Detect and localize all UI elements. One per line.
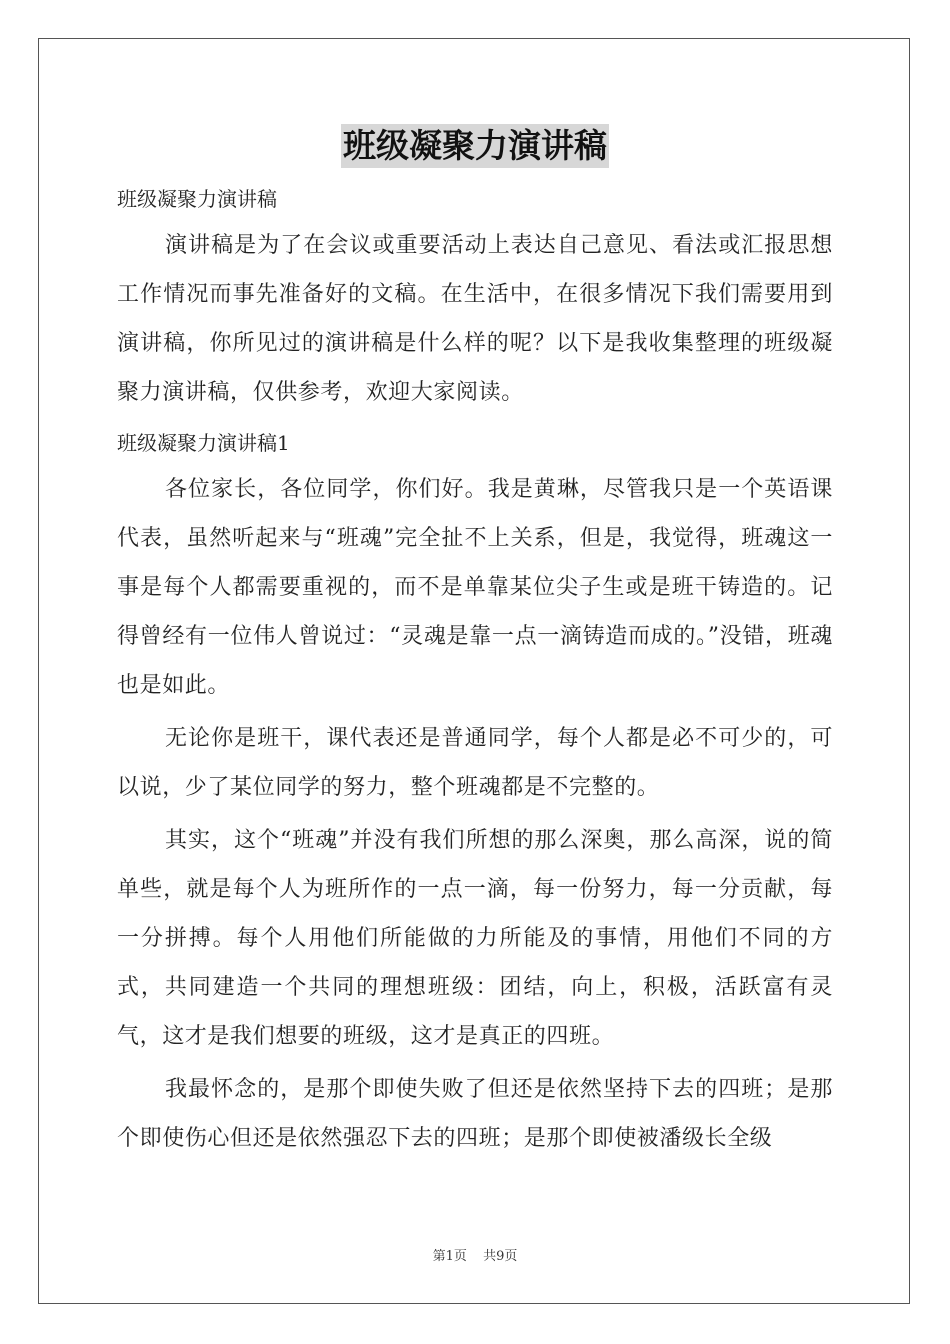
body-paragraph: 其实，这个“班魂”并没有我们所想的那么深奥，那么高深，说的简单些，就是每个人为班所作的一点一滴，每一份努力，每一分贡献，每一分拼搏。每个人用他们所能做的力所能及的事情，用他们不同的方式，共同建造一个共同的理想班级：团结，向上，积极，活跃富有灵气，这才是我们想要的班级，这才是真正的四班。 [117,828,833,1049]
page-number: 第1页 [432,1249,467,1264]
document-subtitle: 班级凝聚力演讲稿 [117,187,277,211]
page-total: 共9页 [483,1249,518,1264]
body-paragraph: 我最怀念的，是那个即使失败了但还是依然坚持下去的四班；是那个即使伤心但还是依然强忍下去的四班；是那个即使被潘级长全级 [117,1077,833,1151]
section-heading: 班级凝聚力演讲稿1 [117,431,290,455]
title-container [0,124,950,168]
body-paragraph: 各位家长，各位同学，你们好。我是黄琳，尽管我只是一个英语课代表，虽然听起来与“班魂”完全扯不上关系，但是，我觉得，班魂这一事是每个人都需要重视的，而不是单靠某位尖子生或是班干铸造的。记得曾经有一位伟人曾说过：“灵魂是靠一点一滴铸造而成的。”没错，班魂也是如此。 [117,477,833,698]
document-title: 班级凝聚力演讲稿 [341,124,609,168]
body-paragraph: 无论你是班干，课代表还是普通同学，每个人都是必不可少的，可以说，少了某位同学的努力，整个班魂都是不完整的。 [117,726,833,800]
intro-paragraph: 演讲稿是为了在会议或重要活动上表达自己意见、看法或汇报思想工作情况而事先准备好的文稿。在生活中，在很多情况下我们需要用到演讲稿，你所见过的演讲稿是什么样的呢？以下是我收集整理的班级凝聚力演讲稿，仅供参考，欢迎大家阅读。 [117,233,833,405]
document-body [117,177,833,1167]
page-footer [0,1245,950,1264]
